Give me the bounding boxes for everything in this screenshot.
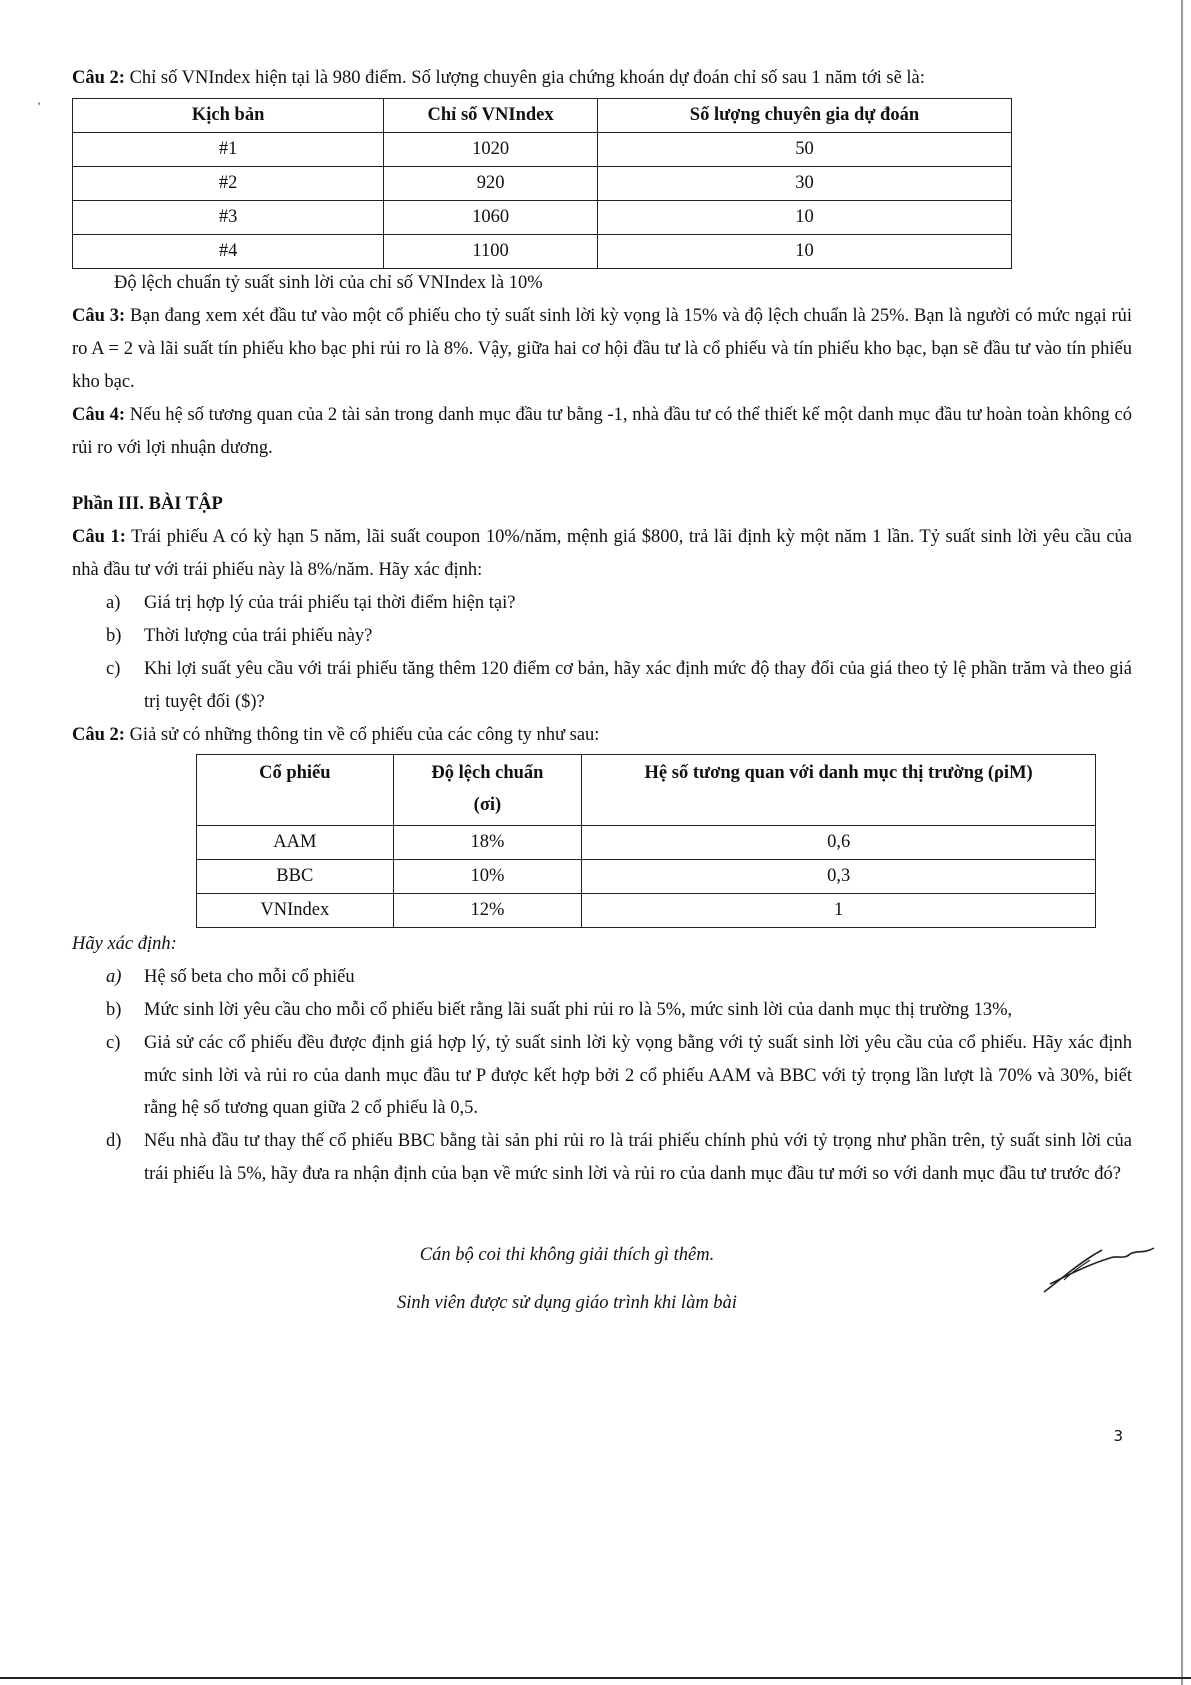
col-scenario: Kịch bản [73,98,384,132]
item-text: Hệ số beta cho mỗi cổ phiếu [144,966,355,987]
list-item [72,1027,1132,1126]
list-item [72,1125,1132,1191]
ex1-text: Trái phiếu A có kỳ hạn 5 năm, lãi suất coupon 10%/năm, mệnh giá $800, trả lãi định kỳ một năm 1 lần. Tỷ suất sinh lời yêu cầu của nhà đầu tư với trái phiếu này là 8%/năm. Hãy xác định: [72,527,1132,581]
cell-correlation: 0,3 [582,859,1096,893]
ex2-intro [72,719,1132,752]
page-number: 3 [1113,1427,1123,1445]
item-label: a) [106,593,121,614]
q4-label: Câu 4: [72,404,126,425]
col-stdev-title: Độ lệch chuẩn [431,762,544,783]
cell-scenario: #2 [73,166,384,200]
col-stdev [393,754,582,825]
q3 [72,300,1132,399]
list-item [72,994,1132,1027]
q2-intro [72,62,1132,95]
scenario-table [72,98,1012,269]
table-row [73,166,1012,200]
cell-stdev: 12% [393,893,582,927]
cell-vnindex: 1060 [384,200,598,234]
footer-notes [72,1231,1132,1327]
col-vnindex: Chỉ số VNIndex [384,98,598,132]
document-page [72,62,1132,1327]
cell-stock: AAM [197,825,394,859]
scan-dot: ' [38,99,41,113]
ex2-items [72,961,1132,1191]
cell-correlation: 1 [582,893,1096,927]
footer-line-1: Cán bộ coi thi không giải thích gì thêm. [419,1245,715,1266]
col-correlation: Hệ số tương quan với danh mục thị trường (ρiM) [582,754,1096,825]
q4-text: Nếu hệ số tương quan của 2 tài sản trong danh mục đầu tư bằng -1, nhà đầu tư có thể thiết kế một danh mục đầu tư hoàn toàn không có rủi ro với lợi nhuận dương. [72,404,1132,458]
cell-vnindex: 920 [384,166,598,200]
ex1-label: Câu 1: [72,527,126,548]
cell-experts: 30 [597,166,1011,200]
item-text: Mức sinh lời yêu cầu cho mỗi cổ phiếu biết rằng lãi suất phi rủi ro là 5%, mức sinh lời của danh mục thị trường 13%, [144,999,1013,1020]
cell-vnindex: 1020 [384,132,598,166]
q2-note: Độ lệch chuẩn tỷ suất sinh lời của chỉ số VNIndex là 10% [114,272,543,293]
q3-text: Bạn đang xem xét đầu tư vào một cổ phiếu cho tỷ suất sinh lời kỳ vọng là 15% và độ lệch chuẩn là 25%. Bạn là người có mức ngại rủi ro A = 2 và lãi suất tín phiếu kho bạc phi rủi ro là 8%. Vậy, giữa hai cơ hội đầu tư là cổ phiếu và tín phiếu kho bạc, bạn sẽ đầu tư vào tín phiếu kho bạc. [72,305,1133,392]
ex2-label: Câu 2: [72,724,125,745]
q4 [72,399,1132,465]
item-label: b) [106,626,122,647]
cell-stdev: 18% [393,825,582,859]
list-item [72,653,1132,719]
page-right-edge [1181,0,1183,1685]
scenario-table-header [73,98,1012,132]
cell-scenario: #1 [73,132,384,166]
item-text: Nếu nhà đầu tư thay thế cổ phiếu BBC bằng tài sản phi rủi ro là trái phiếu chính phủ với tỷ trọng như phần trên, tỷ suất sinh lời của trái phiếu là 5%, hãy đưa ra nhận định của bạn về mức sinh lời và rủi ro của danh mục đầu tư mới so với danh mục đầu tư trước đó? [144,1131,1132,1185]
item-text: Thời lượng của trái phiếu này? [144,626,373,647]
col-experts: Số lượng chuyên gia dự đoán [597,98,1011,132]
cell-stock: BBC [197,859,394,893]
cell-experts: 10 [597,234,1011,268]
item-label: b) [106,999,122,1020]
cell-scenario: #4 [73,234,384,268]
cell-correlation: 0,6 [582,825,1096,859]
table-row [197,825,1096,859]
cell-experts: 10 [597,200,1011,234]
table-row [197,859,1096,893]
signature-mark [1040,1240,1160,1300]
cell-vnindex: 1100 [384,234,598,268]
table-row [197,893,1096,927]
part3-title: Phần III. BÀI TẬP [72,494,223,515]
footer-line-2: Sinh viên được sử dụng giáo trình khi làm bài [397,1293,737,1314]
stock-table-header [197,754,1096,825]
ex2-determine: Hãy xác định: [72,933,177,954]
item-text: Khi lợi suất yêu cầu với trái phiếu tăng thêm 120 điểm cơ bản, hãy xác định mức độ thay đổi của giá theo tỷ lệ phần trăm và theo giá trị tuyệt đối ($)? [144,659,1132,712]
cell-stdev: 10% [393,859,582,893]
list-item [72,620,1132,653]
ex1-items [72,587,1132,719]
stock-table [196,754,1096,928]
cell-experts: 50 [597,132,1011,166]
item-text: Giá trị hợp lý của trái phiếu tại thời điểm hiện tại? [144,593,516,614]
table-row [73,200,1012,234]
item-label: a) [106,966,122,987]
cell-scenario: #3 [73,200,384,234]
q3-label: Câu 3: [72,305,126,326]
cell-stock: VNIndex [197,893,394,927]
q2-label: Câu 2: [72,68,125,88]
page-bottom-edge [0,1677,1191,1679]
item-label: d) [106,1131,122,1152]
list-item [72,587,1132,620]
col-stdev-symbol: (σi) [473,794,502,815]
table-row [73,234,1012,268]
ex1-intro [72,521,1132,587]
item-label: c) [106,1032,121,1053]
item-text: Giả sử các cổ phiếu đều được định giá hợp lý, tỷ suất sinh lời kỳ vọng bằng với tỷ suất sinh lời yêu cầu của cổ phiếu. Hãy xác định mức sinh lời và rủi ro của danh mục đầu tư P được kết hợp bởi 2 cổ phiếu AAM và BBC với tỷ trọng lần lượt là 70% và 30%, biết rằng hệ số tương quan giữa 2 cổ phiếu là 0,5. [144,1032,1132,1119]
col-stock: Cổ phiếu [197,754,394,825]
item-label: c) [106,659,121,680]
table-row [73,132,1012,166]
q2-text: Chỉ số VNIndex hiện tại là 980 điểm. Số lượng chuyên gia chứng khoán dự đoán chỉ số sau 1 năm tới sẽ là: [124,68,925,88]
list-item [72,961,1132,994]
ex2-text: Giả sử có những thông tin về cổ phiếu của các công ty như sau: [124,724,600,745]
